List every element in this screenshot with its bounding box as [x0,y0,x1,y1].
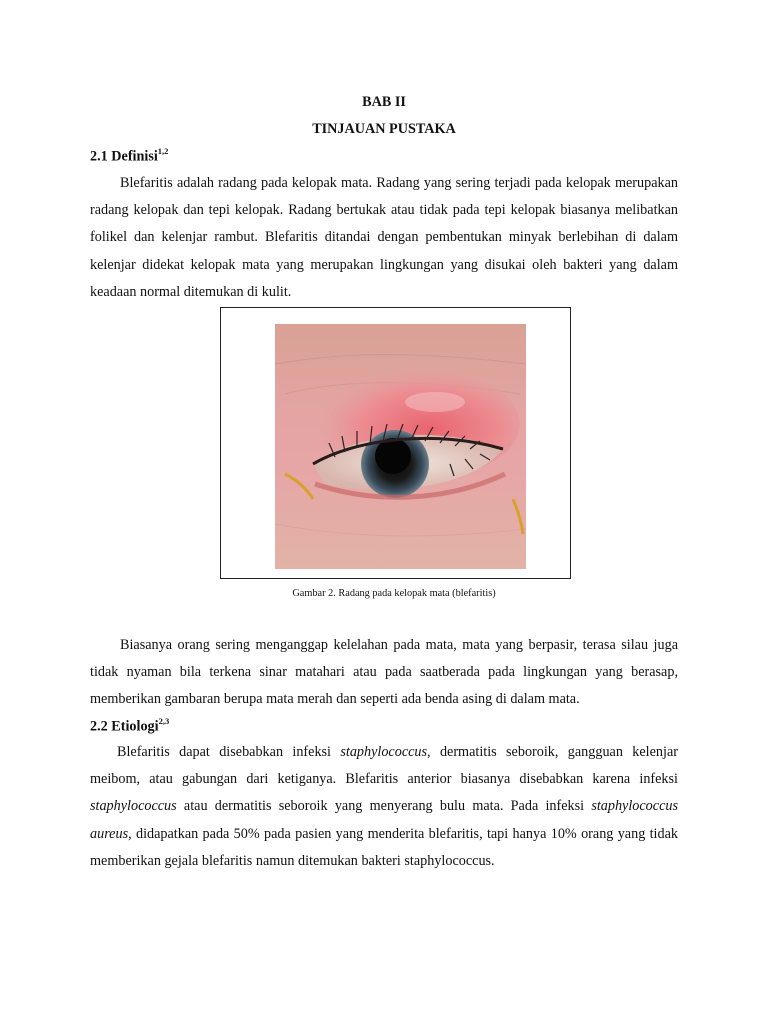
text-run: , didapatkan pada 50% pada pasien yang menderita blefaritis, tapi hanya 10% orang yang tidak memberikan gejala blefaritis namun ditemukan bakteri staphylococcus. [90,825,678,869]
chapter-title: TINJAUAN PUSTAKA [312,121,456,137]
section-heading-definisi [90,147,168,166]
text-run: atau dermatitis seboroik yang menyerang bulu mata. Pada infeksi [176,798,592,815]
paragraph-definisi: Blefaritis adalah radang pada kelopak mata. Radang yang sering terjadi pada kelopak merupakan radang kelopak dan tepi kelopak. Radang bertukak atau tidak pada tepi kelopak biasanya melibatkan folikel dan kelenjar rambut. Blefaritis ditandai dengan pembentukan minyak berlebihan di dalam kelenjar didekat kelopak mata yang merupakan lingkungan yang disukai oleh bakteri yang dalam keadaan normal ditemukan di kulit. [90,175,678,300]
section-heading-etiologi [90,717,169,736]
section-heading-text: 2.2 Etiologi [90,718,159,735]
citation-superscript: 2,3 [158,716,170,726]
italic-term: staphylococcus aureus [90,798,678,842]
section-heading-text: 2.1 Definisi [90,148,158,165]
paragraph-gejala: Biasanya orang sering menganggap kelelahan pada mata, mata yang berpasir, terasa silau juga tidak nyaman bila terkena sinar matahari atau pada saatberada pada lingkungan yang berasap, memberikan gambaran berupa mata merah dan seperti ada benda asing di dalam mata. [90,637,678,708]
text-run: , dermatitis seboroik, gangguan kelenjar meibom, atau gabungan dari ketiganya. Blefaritis anterior biasanya disebabkan karena infeksi [90,744,678,788]
paragraph-etiologi [90,739,678,875]
figure-caption: Gambar 2. Radang pada kelopak mata (blefaritis) [292,588,496,599]
chapter-label: BAB II [362,94,406,110]
blepharitis-eye-photo [275,324,526,569]
figure-frame [220,307,571,579]
citation-superscript: 1,2 [157,146,169,156]
italic-term: staphylococcus [90,798,177,815]
text-run: Blefaritis dapat disebabkan infeksi [117,744,341,760]
italic-term: staphylococcus [340,744,428,760]
